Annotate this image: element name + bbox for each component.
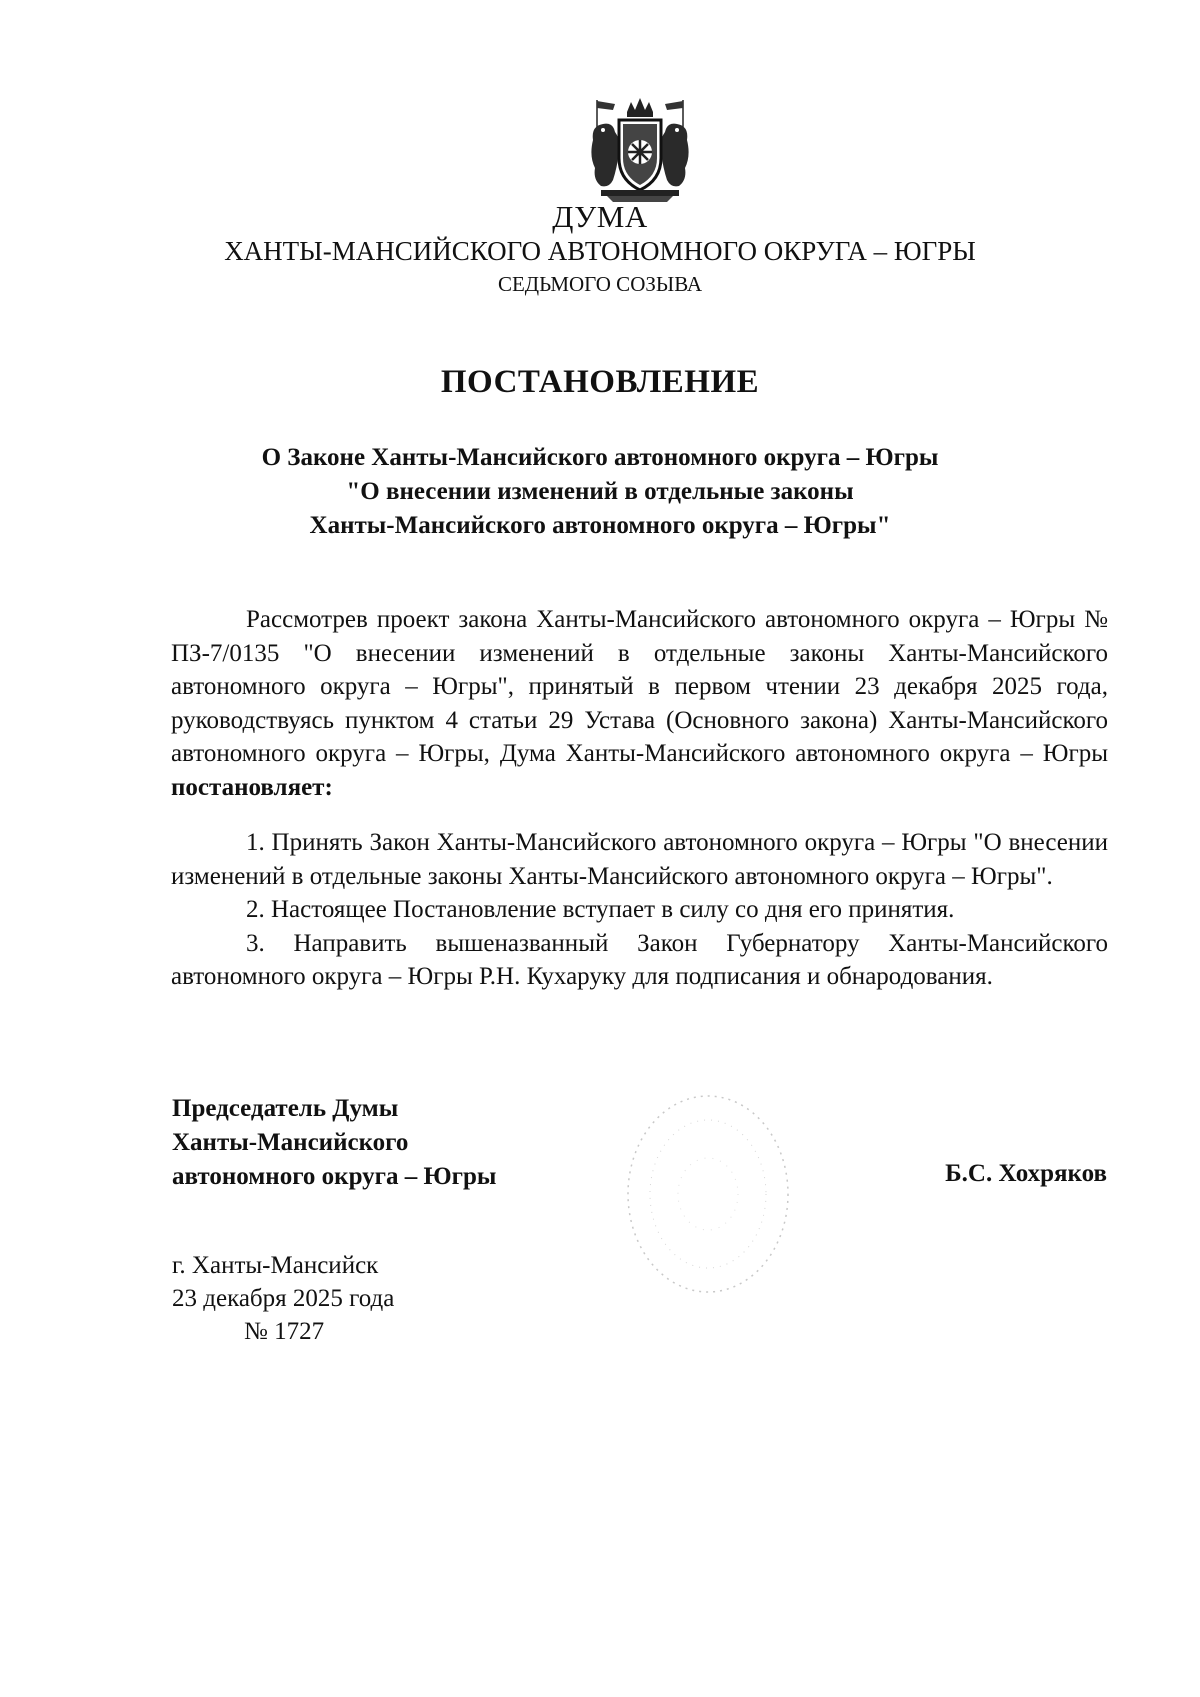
- preamble-paragraph: [171, 603, 1108, 805]
- signatory-position: [172, 1092, 496, 1194]
- resolution-point: 3. Направить вышеназванный Закон Губернатору Ханты-Мансийского автономного округа – Югры Р.Н. Кухаруку для подписания и обнародования.: [171, 929, 1108, 991]
- preamble-section: [171, 603, 1108, 805]
- region-name: ХАНТЫ-МАНСИЙСКОГО АВТОНОМНОГО ОКРУГА – ЮГРЫ: [224, 236, 976, 266]
- signatory-name: Б.С. Хохряков: [945, 1160, 1107, 1187]
- position-line: Председатель Думы: [172, 1095, 399, 1122]
- document-subject: [0, 441, 1200, 543]
- preamble-verdict: постановляет:: [171, 773, 333, 801]
- subject-line: Ханты-Мансийского автономного округа – Югры": [309, 512, 891, 539]
- organization-name: ДУМА: [552, 199, 648, 234]
- convocation: СЕДЬМОГО СОЗЫВА: [497, 272, 703, 296]
- position-line: автономного округа – Югры: [172, 1163, 497, 1190]
- document-number: № 1727: [244, 1318, 325, 1345]
- coat-of-arms-emblem: [587, 96, 693, 204]
- preamble-text: Рассмотрев проект закона Ханты-Мансийского автономного округа – Югры № ПЗ-7/0135 "О внесении изменений в отдельные законы Ханты-Мансийского автономного округа – Югры", принятый в первом чтении 23 декабря 2025 года, руководствуясь пунктом 4 статьи 29 Устава (Основного закона) Ханты-Мансийского автономного округа – Югры, Дума Ханты-Мансийского автономного округа – Югры: [171, 606, 1108, 768]
- document-type-title: ПОСТАНОВЛЕНИЕ: [440, 364, 760, 400]
- faint-round-stamp: [618, 1086, 798, 1296]
- subject-line: "О внесении изменений в отдельные законы: [346, 478, 854, 505]
- resolution-point: 2. Настоящее Постановление вступает в силу со дня его принятия.: [246, 896, 955, 924]
- resolution-points: [171, 826, 1108, 994]
- place-of-issue: г. Ханты-Мансийск: [172, 1252, 379, 1279]
- document-footer: [172, 1249, 394, 1348]
- date-of-issue: 23 декабря 2025 года: [172, 1285, 395, 1312]
- resolution-point: 1. Принять Закон Ханты-Мансийского автономного округа – Югры "О внесении изменений в отдельные законы Ханты-Мансийского автономного округа – Югры".: [171, 829, 1108, 890]
- subject-line: О Законе Ханты-Мансийского автономного округа – Югры: [261, 444, 939, 471]
- position-line: Ханты-Мансийского: [172, 1129, 409, 1156]
